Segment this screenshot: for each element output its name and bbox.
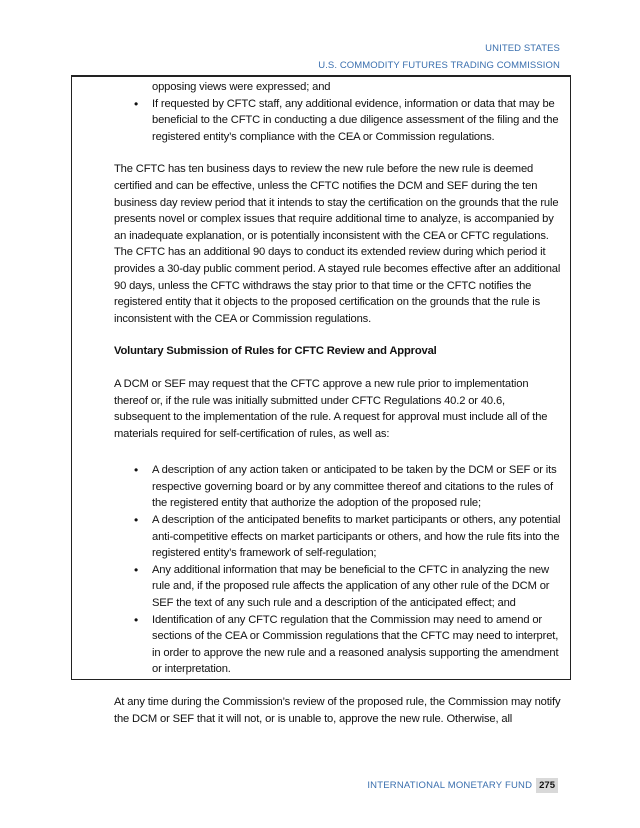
list-item: • Identification of any CFTC regulation that the Commission may need to amend or sections of the CEA or Commission regulations that the CFTC may need to interpret, in order to approve the new rule and a reasoned analysis supporting the amendment or interpretation. (114, 612, 563, 678)
list-item: • If requested by CFTC staff, any additional evidence, information or data that may be beneficial to the CFTC in conducting a due diligence assessment of the filing and the registered entity’s compliance with the CEA or Commission regulations. (114, 96, 563, 146)
bullet-list-top (114, 96, 563, 146)
paragraph-commission-review: At any time during the Commission’s review of the proposed rule, the Commission may notify the DCM or SEF that it will not, or is unable to, approve the new rule. Otherwise, all (114, 696, 561, 725)
running-footer (367, 778, 558, 793)
continued-bullet-text: opposing views were expressed; and (152, 81, 331, 93)
header-agency: U.S. COMMODITY FUTURES TRADING COMMISSION (318, 60, 560, 71)
paragraph-voluntary-submission: A DCM or SEF may request that the CFTC approve a new rule prior to implementation thereof or, if the rule was initially submitted under CFTC Regulations 40.2 or 40.6, subsequent to the implementation of the rule. A request for approval must include all of the materials required for self-certification of rules, as well as: (114, 377, 548, 440)
page-content (114, 79, 563, 727)
list-item: • A description of the anticipated benefits to market participants or others, any potential anti-competitive effects on market participants or others, and how the rule fits into the registered entity’s framework of self-regulation; (114, 512, 563, 562)
footer-organization: INTERNATIONAL MONETARY FUND (367, 780, 533, 791)
page-number: 275 (536, 778, 558, 793)
section-heading: Voluntary Submission of Rules for CFTC Review and Approval (114, 345, 437, 358)
running-header (318, 40, 560, 74)
header-country: UNITED STATES (485, 43, 560, 54)
paragraph-review-period: The CFTC has ten business days to review the new rule before the new rule is deemed certified and can be effective, unless the CFTC notifies the DCM and SEF during the ten business day review period that it intends to stay the certification on the grounds that the rule presents novel or complex issues that require additional time to analyze, is accompanied by an inadequate explanation, or is potentially inconsistent with the CEA or CFTC regulations. The CFTC has an additional 90 days to conduct its extended review during which period it provides a 30-day public comment period. A stayed rule becomes effective after an additional 90 days, unless the CFTC withdraws the stay prior to that time or the CFTC notifies the registered entity that it objects to the proposed certification on the grounds that the rule is inconsistent with the CEA or Commission regulations. (114, 163, 561, 325)
list-item: • A description of any action taken or anticipated to be taken by the DCM or SEF or its respective governing board or by any committee thereof and citations to the rules of the registered entity that authorize the adoption of the proposed rule; (114, 462, 563, 512)
list-item: • Any additional information that may be beneficial to the CFTC in analyzing the new rule and, if the proposed rule affects the application of any other rule of the DCM or SEF the text of any such rule and a description of the anticipated effect; and (114, 562, 563, 612)
bullet-list-requirements (114, 462, 563, 678)
